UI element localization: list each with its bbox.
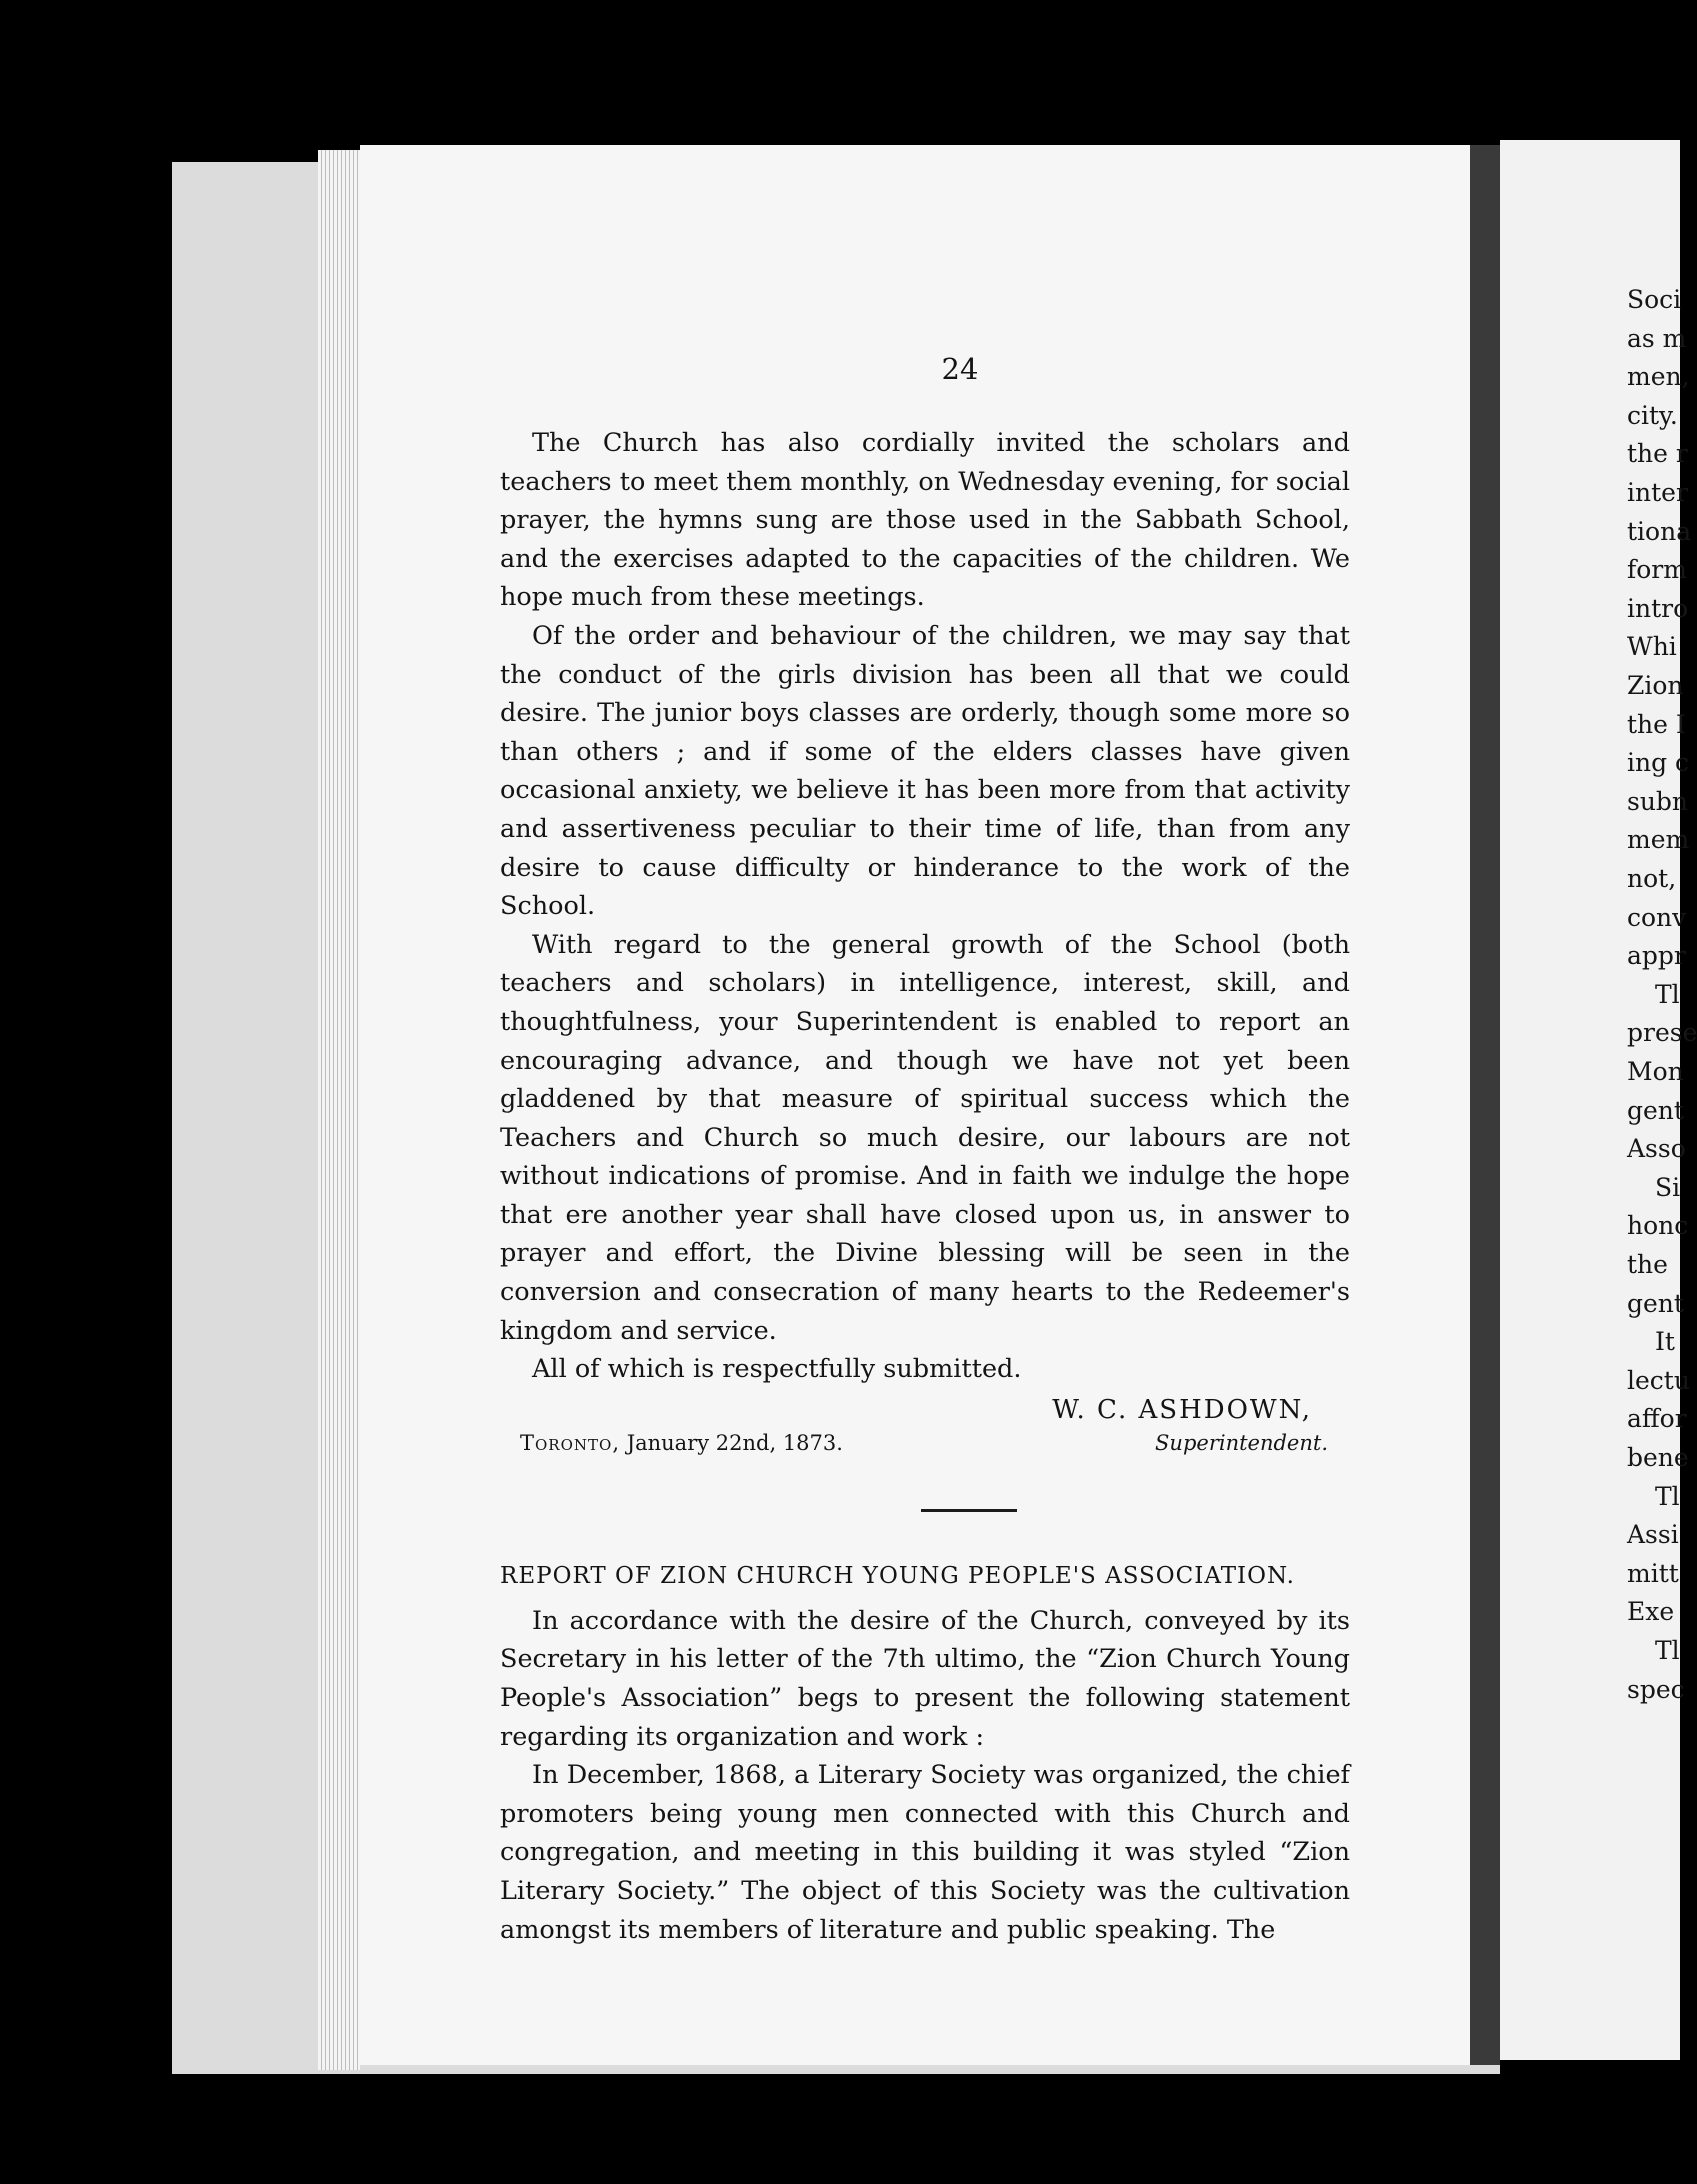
right-page-line-fragment: inter [1627,478,1688,507]
right-page-line-fragment: mitt [1627,1558,1679,1588]
right-page-line-fragment: mem [1627,825,1690,855]
paragraph: In December, 1868, a Literary Society was organized, the chief promoters being young men connected with this Church and congregation, and meeting in this building it was styled “Zion Literary Society.” The object of this Society was the cultivation amongst its members of literature and public speaking. The [500,1760,1350,1945]
right-page-line-fragment: Whi [1627,632,1677,662]
right-page-line-fragment: Zion [1627,671,1684,700]
right-page-line-fragment: the [1627,1250,1668,1279]
right-page-line-fragment: form [1627,555,1687,585]
paragraph: All of which is respectfully submitted. [532,1354,1022,1385]
right-page-line-fragment: Tl [1655,1481,1680,1511]
right-page-line-fragment: men, [1627,362,1690,392]
paragraph: Of the order and behaviour of the children, we may say that the conduct of the girls division has been all that we could desire. The junior boys classes are orderly, though some more so than others ; and if some of the elders classes have given occasional anxiety, we believe it has been more from that activity and assertiveness peculiar to their time of life, than from any desire to cause difficulty or hinderance to the work of the School. [500,620,1350,922]
paragraph: In accordance with the desire of the Church, conveyed by its Secretary in his letter of the 7th ultimo, the “Zion Church Young People's Association” begs to present the following statement regarding its organization and work : [500,1605,1350,1752]
right-page-line-fragment: Si [1655,1172,1681,1202]
right-page-line-fragment: conv [1627,902,1687,932]
section-heading: REPORT OF ZION CHURCH YOUNG PEOPLE'S ASSOCIATION. [500,1562,1295,1589]
right-page-line-fragment: not, [1627,864,1677,893]
right-page-line-fragment: spec [1627,1674,1685,1704]
place-date [520,1427,843,1459]
page-edges [318,150,360,2070]
right-page-line-fragment: Mon [1627,1057,1684,1086]
section-divider [921,1509,1017,1512]
right-page-line-fragment: intro [1627,593,1689,623]
signature-name: W. C. ASHDOWN, [1052,1394,1312,1425]
right-page-line-fragment: bene [1627,1443,1689,1472]
right-page-line-fragment: Tl [1655,1636,1680,1665]
right-page-line-fragment: It [1655,1327,1675,1357]
right-page-line-fragment: Soci [1627,285,1682,314]
right-page-line-fragment: as m [1627,323,1687,353]
right-page-line-fragment: Tl [1655,979,1680,1009]
right-page-line-fragment: prese [1627,1018,1697,1048]
page-text [500,352,1350,1949]
right-page-line-fragment: lectu [1627,1365,1690,1395]
signature-line [520,1427,1328,1459]
right-page-line-fragment: Exe [1627,1597,1675,1627]
right-page-line-fragment: affor [1627,1404,1687,1434]
right-page-line-fragment: tiona [1627,516,1692,546]
right-page-line-fragment: honc [1627,1211,1689,1241]
right-page-line-fragment: appr [1627,941,1686,971]
right-page-line-fragment: the r [1627,439,1688,469]
page-number: 24 [941,352,979,386]
paragraph: With regard to the general growth of the School (both teachers and scholars) in intelligence, interest, skill, and thoughtfulness, your Superintendent is enabled to report an encouraging advance, and though we have not yet been gladdened by that measure of spiritual success which the Teachers and Church so much desire, our labours are not without indications of promise. And in faith we indulge the hope that ere another year shall have closed upon us, in answer to prayer and effort, the Divine blessing will be seen in the conversion and consecration of many hearts to the Redeemer's kingdom and service. [500,929,1350,1346]
gutter-shadow [1470,145,1500,2065]
right-page-fragment [1500,140,1697,2060]
right-page-line-fragment: ing c [1627,748,1690,778]
signature-title: Superintendent. [1155,1430,1328,1455]
right-page-line-fragment: the I [1627,709,1686,739]
right-page-line-fragment: gent [1627,1288,1684,1318]
right-page-line-fragment: gent [1627,1095,1684,1125]
place: Toronto, [520,1430,620,1455]
right-page-line-fragment: Assi [1627,1520,1679,1550]
paragraph: The Church has also cordially invited the scholars and teachers to meet them monthly, on Wednesday evening, for social prayer, the hymns sung are those used in the Sabbath School, and the exercises adapted to the capacities of the children. We hope much from these meetings. [500,428,1350,613]
right-page-line-fragment: Asso [1627,1134,1686,1164]
right-page-line-fragment: city. [1627,400,1678,430]
date: January 22nd, 1873. [626,1430,843,1455]
right-page-line-fragment: subn [1627,786,1689,816]
